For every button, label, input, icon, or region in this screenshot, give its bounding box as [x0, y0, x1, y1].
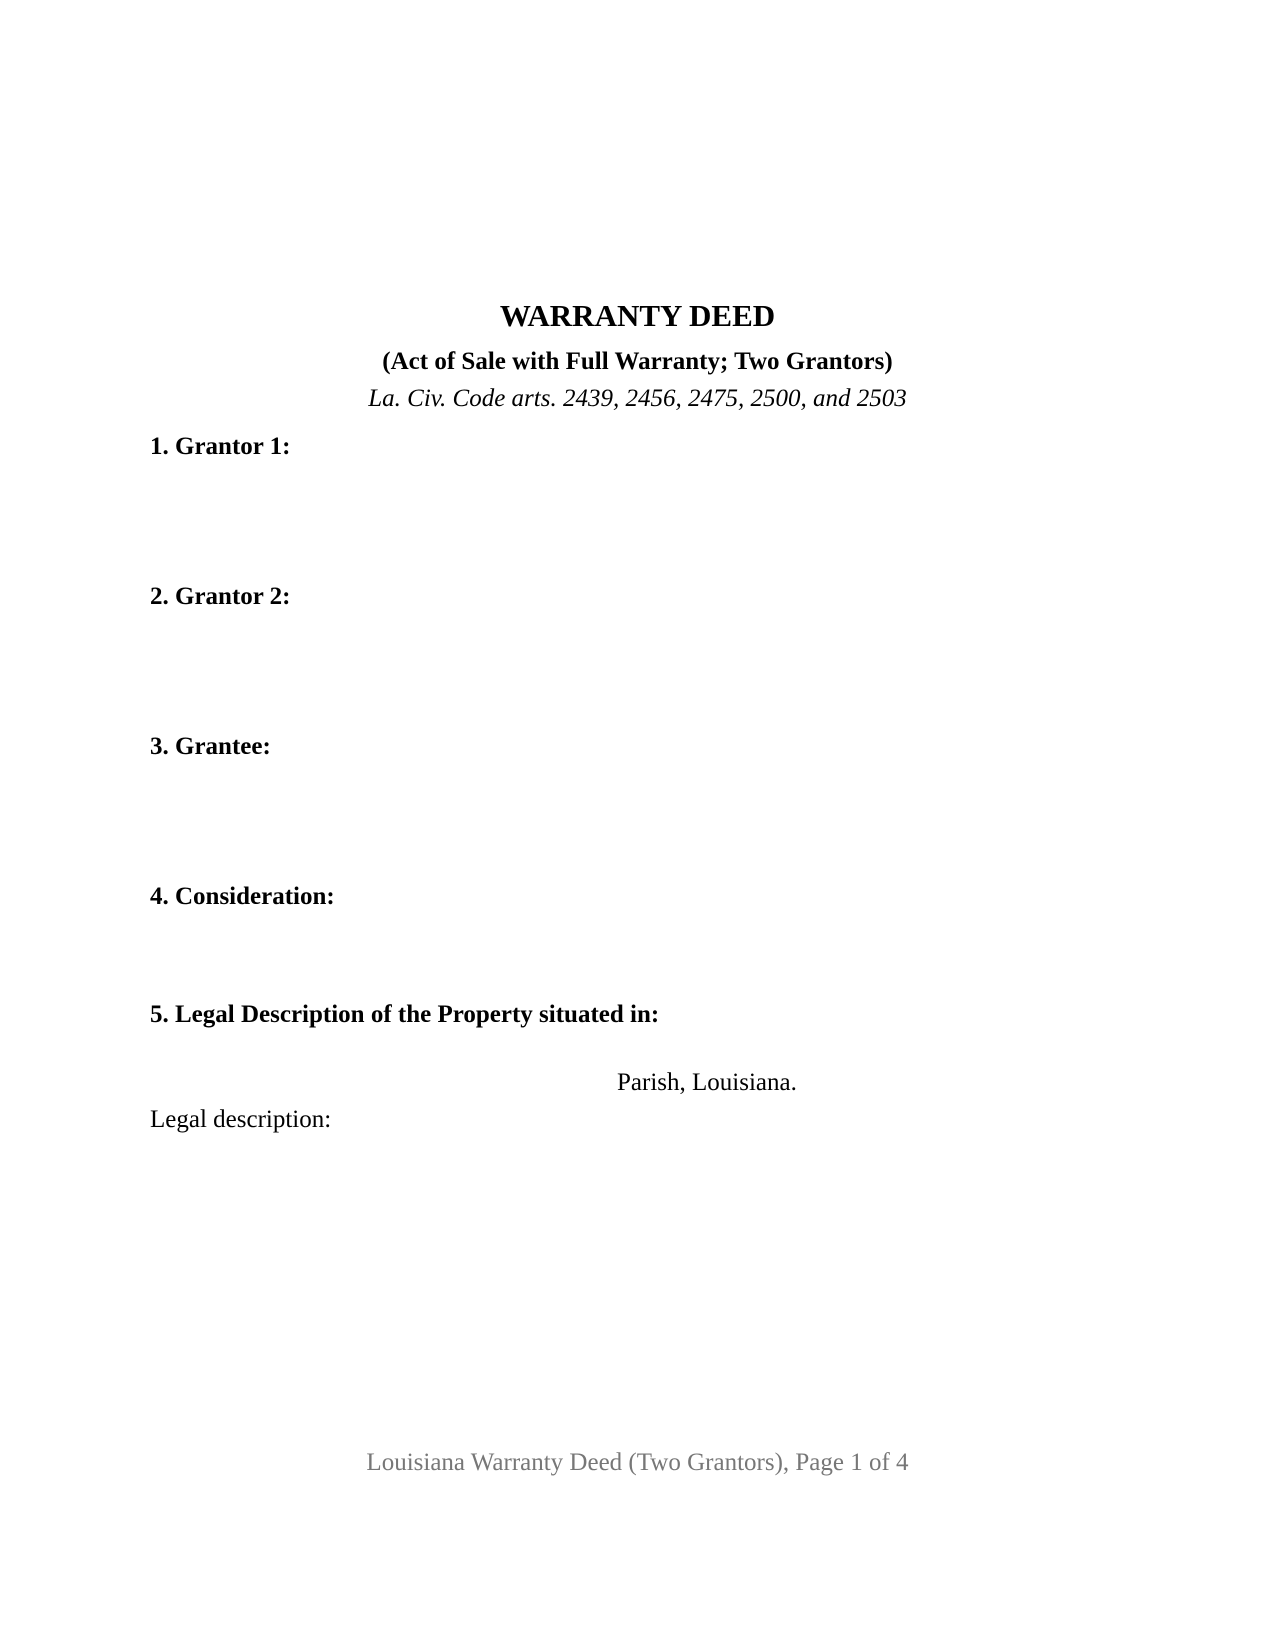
section-grantor-1: 1. Grantor 1: [150, 433, 291, 460]
section-grantor-2: 2. Grantor 2: [150, 583, 291, 610]
section-legal-description: 5. Legal Description of the Property situated in: [150, 1001, 660, 1028]
section-grantee: 3. Grantee: [150, 733, 271, 760]
legal-description-label: Legal description: [150, 1106, 332, 1133]
page-footer: Louisiana Warranty Deed (Two Grantors), Page 1 of 4 [366, 1449, 909, 1476]
code-citation: La. Civ. Code arts. 2439, 2456, 2475, 2500, and 2503 [368, 385, 907, 412]
document-title: WARRANTY DEED [499, 298, 776, 333]
parish-text: Parish, Louisiana. [617, 1069, 797, 1096]
section-consideration: 4. Consideration: [150, 883, 335, 910]
document-subtitle: (Act of Sale with Full Warranty; Two Grantors) [382, 348, 893, 375]
